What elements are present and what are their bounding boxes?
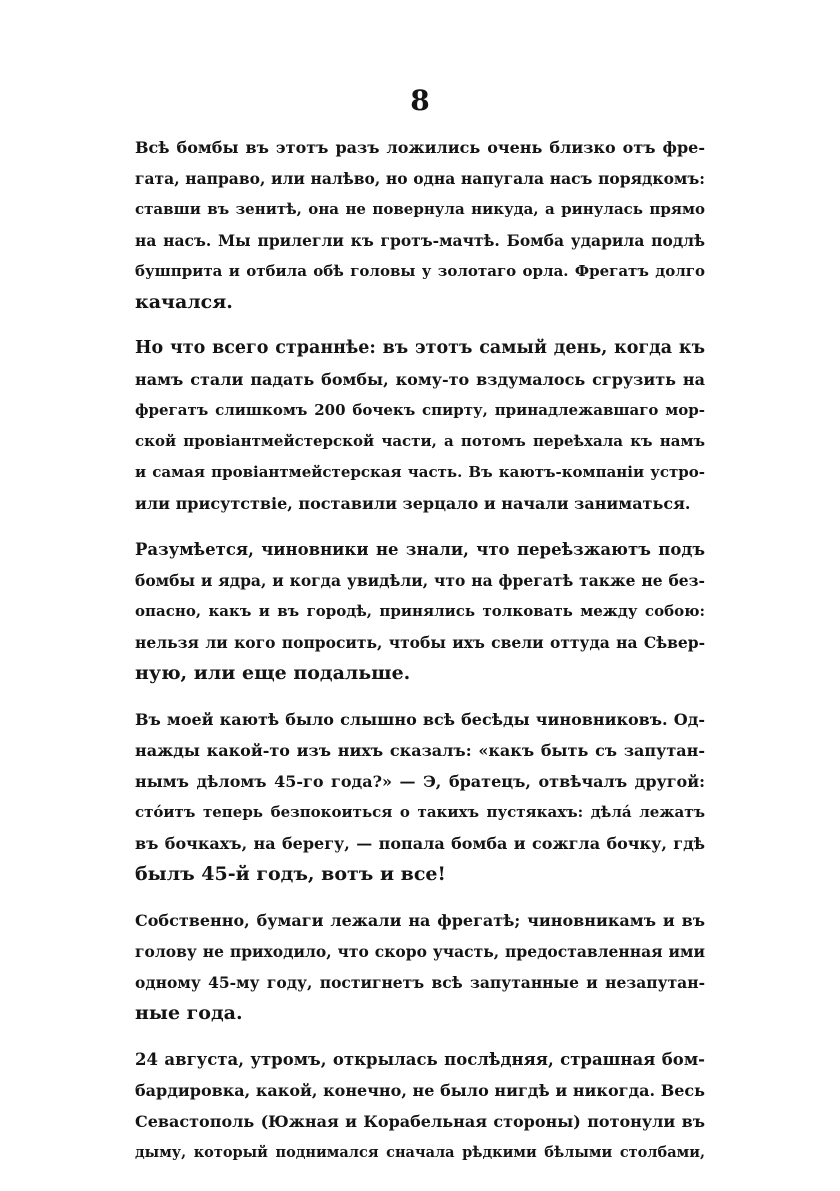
text-line: нымъ дѣломъ 45-го года?» — Э, братецъ, отвѣчалъ другой: xyxy=(135,772,705,791)
text-line: голову не приходило, что скоро участь, предоставленная ими xyxy=(135,942,705,961)
paragraph-6 xyxy=(135,1044,705,1168)
text-line: ставши въ зенитѣ, она не повернула никуда, а ринулась прямо xyxy=(135,200,705,218)
text-line: Севастополь (Южная и Корабельная стороны) потонули въ xyxy=(135,1112,705,1131)
text-line: Всѣ бомбы въ этотъ разъ ложились очень близко отъ фре- xyxy=(135,138,705,157)
text-line: дыму, который поднимался сначала рѣдкими бѣлыми столбами, xyxy=(135,1144,705,1161)
text-line: стóитъ теперь безпокоиться о такихъ пустякахъ: дѣлá лежатъ xyxy=(135,803,705,821)
text-line: качался. xyxy=(135,291,233,313)
text-line: Но что всего страннѣе: въ этотъ самый день, когда къ xyxy=(135,338,705,358)
text-line: нажды какой-то изъ нихъ сказалъ: «какъ быть съ запутан- xyxy=(135,741,705,760)
text-line: одному 45-му году, постигнетъ всѣ запутанные и незапутан- xyxy=(135,973,705,992)
paragraph-3 xyxy=(135,534,705,689)
text-line: бардировка, какой, конечно, не было нигдѣ и никогда. Весь xyxy=(135,1081,705,1100)
text-line: былъ 45-й годъ, вотъ и все! xyxy=(135,863,446,885)
text-line: на насъ. Мы прилегли къ гротъ-мачтѣ. Бомба ударила подлѣ xyxy=(135,231,705,250)
text-line: Собственно, бумаги лежали на фрегатѣ; чиновникамъ и въ xyxy=(135,911,705,930)
body-text xyxy=(135,132,705,1183)
text-line: 24 августа, утромъ, открылась послѣдняя, страшная бом- xyxy=(135,1050,705,1069)
text-line: гата, направо, или налѣво, но одна напугала насъ порядкомъ: xyxy=(135,169,705,188)
text-line: ской провіантмейстерской части, а потомъ переѣхала къ намъ xyxy=(135,432,705,450)
text-line: бомбы и ядра, и когда увидѣли, что на фрегатѣ также не без- xyxy=(135,571,705,590)
text-line: Разумѣется, чиновники не знали, что переѣзжаютъ подъ xyxy=(135,540,705,559)
paragraph-2 xyxy=(135,333,705,519)
text-line: бушприта и отбила обѣ головы у золотаго орла. Фрегатъ долго xyxy=(135,262,705,280)
text-line: и самая провіантмейстерская часть. Въ каютъ-компаніи устро- xyxy=(135,463,705,481)
text-line: нельзя ли кого попросить, чтобы ихъ свели оттуда на Сѣвер- xyxy=(135,633,705,652)
text-line: фрегатъ слишкомъ 200 бочекъ спирту, принадлежавшаго мор- xyxy=(135,401,705,419)
text-line: ную, или еще подальше. xyxy=(135,662,411,684)
text-line: въ бочкахъ, на берегу, — попала бомба и сожгла бочку, гдѣ xyxy=(135,834,705,853)
page-number: 8 xyxy=(410,84,430,117)
text-line: опасно, какъ и въ городѣ, принялись толковать между собою: xyxy=(135,602,705,620)
text-line: Въ моей каютѣ было слышно всѣ бесѣды чиновниковъ. Од- xyxy=(135,710,705,729)
paragraph-5 xyxy=(135,905,705,1029)
text-line: или присутствіе, поставили зерцало и начали заниматься. xyxy=(135,494,691,513)
text-line: намъ стали падать бомбы, кому-то вздумалось сгрузить на xyxy=(135,370,705,389)
paragraph-4 xyxy=(135,704,705,890)
text-line: ные года. xyxy=(135,1002,243,1024)
paragraph-1 xyxy=(135,132,705,318)
